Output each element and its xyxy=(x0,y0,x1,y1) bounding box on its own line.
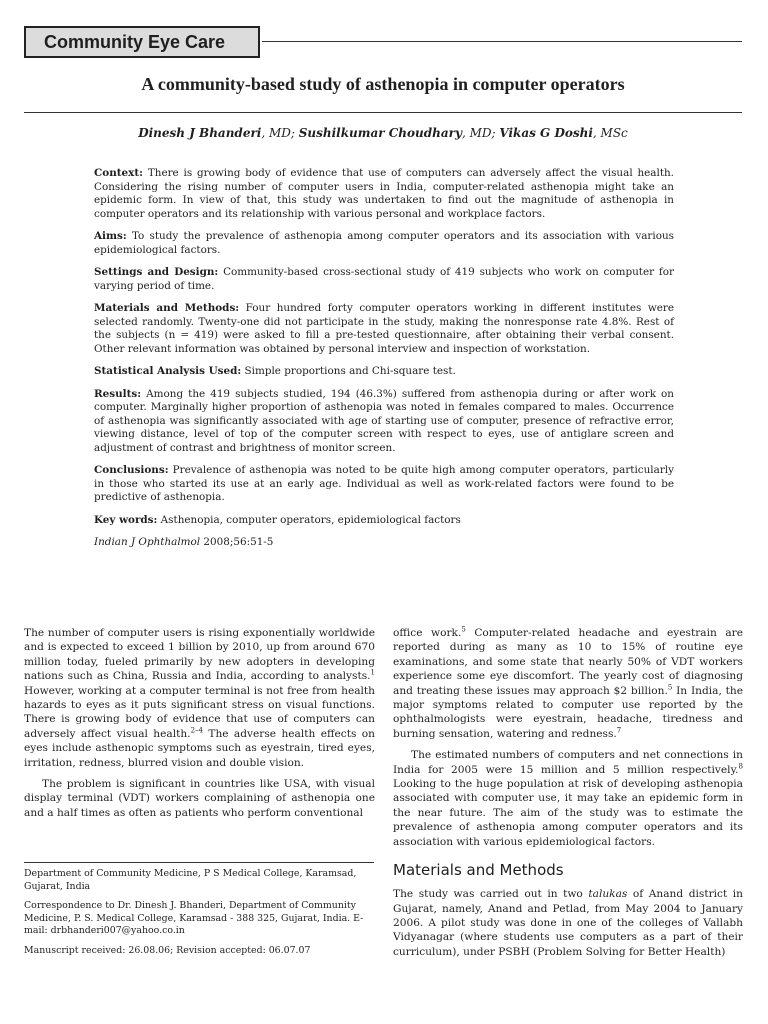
abstract-methods xyxy=(94,302,674,356)
manuscript-dates: Manuscript received: 26.08.06; Revision accepted: 06.07.07 xyxy=(24,944,311,956)
body-paragraph xyxy=(393,626,743,741)
author-list xyxy=(24,124,742,142)
body-text: However, working at a computer terminal is not free from health hazards to eyes as it puts significant stress on visual functions. There is growing body of evidence that use of computers can adversely affect visual health. xyxy=(24,684,375,740)
body-text: In India, the major symptoms related to computer use reported by the ophthalmologists were eyestrain, headache, tiredness and burning sensation, watering and redness. xyxy=(393,684,743,740)
body-paragraph xyxy=(393,748,743,849)
body-text: Computer-related headache and eyestrain are reported during as many as 10 to 15% of routine eye examinations, and some state that nearly 50% of VDT workers experience some eye discomfort. The yearly cost of diagnosing and treating these issues may approach $2 billion. xyxy=(393,627,743,697)
reference-marker: 5 xyxy=(667,683,673,692)
footnote-rule xyxy=(24,862,374,863)
abstract-heading: Conclusions: xyxy=(94,464,169,476)
abstract-heading: Key words: xyxy=(94,513,158,526)
body-paragraph xyxy=(24,626,375,770)
abstract-settings xyxy=(94,266,674,293)
abstract-heading: Context: xyxy=(94,167,143,179)
section-label: Community Eye Care xyxy=(24,26,260,58)
header-rule xyxy=(262,41,742,42)
citation xyxy=(94,536,674,550)
article-title: A community-based study of asthenopia in computer operators xyxy=(141,74,625,94)
abstract-text: Community-based cross-sectional study of 419 subjects who work on computer for varying period of time. xyxy=(94,266,674,292)
author-degree: , MD; xyxy=(261,126,299,140)
body-text: The adverse health effects on eyes include asthenopic symptoms such as eyestrain, tired eyes, irritation, redness, blurred vision and double vision. xyxy=(24,727,375,769)
body-paragraph: The problem is significant in countries like USA, with visual display terminal (VDT) workers complaining of asthenopia one and a half times as often as patients who perform conventional xyxy=(24,778,375,819)
abstract-statistics xyxy=(94,365,674,379)
reference-marker: 2–4 xyxy=(190,726,203,735)
section-heading: Materials and Methods xyxy=(393,861,564,880)
reference-marker: 8 xyxy=(738,762,743,771)
author-name: Dinesh J Bhanderi xyxy=(138,126,262,140)
reference-marker: 5 xyxy=(461,625,466,634)
citation-journal: Indian J Ophthalmol xyxy=(94,536,201,548)
abstract-text: Prevalence of asthenopia was noted to be quite high among computer operators, particularly in those who started its use at an early age. Individual as well as work-related factors were found to be predictive of asthenopia. xyxy=(94,464,674,503)
reference-marker: 7 xyxy=(616,726,622,735)
body-text: of Anand district in Gujarat, namely, Anand and Petlad, from May 2004 to January 2006. A pilot study was done in one of the colleges of Vallabh Vidyanagar (where students use computers as a part of their curriculum), under PSBH (Problem Solving for Better Health) xyxy=(393,888,743,958)
abstract-results xyxy=(94,388,674,456)
footnotes xyxy=(24,868,375,965)
title-rule xyxy=(24,112,742,113)
body-text: Looking to the huge population at risk of developing asthenopia associated with computer use, it may take an epidemic form in the near future. The aim of the study was to estimate the prevalence of asthenopia among computer operators and its association with various epidemiological factors. xyxy=(393,778,743,848)
abstract-heading: Results: xyxy=(94,387,142,400)
abstract-heading: Materials and Methods: xyxy=(94,302,240,314)
body-text: The number of computer users is rising exponentially worldwide and is expected to exceed 1 billion by 2010, up from around 670 million today, fueled primarily by new adopters in developing nations such as China, Russia and India, according to analysts. xyxy=(24,627,375,683)
citation-volume: 2008;56:51-5 xyxy=(200,536,274,548)
author-degree: , MSc xyxy=(592,126,628,140)
abstract-text: Simple proportions and Chi-square test. xyxy=(241,365,456,377)
abstract-text: Four hundred forty computer operators working in different institutes were selected randomly. Twenty-one did not participate in the study, making the nonresponse rate 4.8%. Rest of the subjects (n = 419) were asked to fill a pre-tested questionnaire, after obtaining their verbal consent. Other relevant information was obtained by personal interview and inspection of workstation. xyxy=(94,302,674,355)
body-text: office work. xyxy=(393,627,462,639)
body-column-right xyxy=(393,626,743,959)
author-degree: , MD; xyxy=(461,126,500,140)
abstract-keywords xyxy=(94,514,674,528)
body-text: The study was carried out in two xyxy=(393,888,589,901)
body-italic: talukas xyxy=(588,888,628,901)
body-text: The estimated numbers of computers and net connections in India for 2005 were 15 million and 5 million respectively. xyxy=(393,749,743,776)
abstract-text: There is growing body of evidence that use of computers can adversely affect the visual health. Considering the rising number of computer users in India, computer-related asthenopia might take an epidemic form. In view of that, this study was undertaken to find out the magnitude of asthenopia in computer operators and its relationship with various personal and workplace factors. xyxy=(94,167,674,220)
abstract-heading: Aims: xyxy=(94,230,127,242)
reference-marker: 1 xyxy=(370,668,375,677)
abstract-context xyxy=(94,167,674,221)
correspondence-note: Correspondence to Dr. Dinesh J. Bhanderi, Department of Community Medicine, P. S. Medical College, Karamsad - 388 325, Gujarat, India. E-mail: drbhanderi007@yahoo.co.in xyxy=(24,900,364,937)
abstract-conclusions xyxy=(94,464,674,505)
author-name: Vikas G Doshi xyxy=(499,126,593,140)
author-name: Sushilkumar Choudhary xyxy=(298,126,462,140)
body-column-left xyxy=(24,626,375,820)
body-paragraph xyxy=(393,887,743,959)
affiliation-note: Department of Community Medicine, P S Medical College, Karamsad, Gujarat, India xyxy=(24,868,357,892)
abstract-heading: Statistical Analysis Used: xyxy=(94,365,242,377)
abstract-text: To study the prevalence of asthenopia among computer operators and its association with various epidemiological factors. xyxy=(94,230,674,256)
abstract-text: Asthenopia, computer operators, epidemiological factors xyxy=(157,513,461,526)
abstract-aims xyxy=(94,230,674,257)
abstract xyxy=(94,167,674,550)
abstract-text: Among the 419 subjects studied, 194 (46.3%) suffered from asthenopia during or after work on computer. Marginally higher proportion of asthenopia was noted in females compared to males. Occurrence of asthenopia was significantly associated with age of starting use of computer, presence of refractive error, viewing distance, level of top of the computer screen with respect to eyes, use of antiglare screen and adjustment of contrast and brightness of monitor screen. xyxy=(94,387,674,454)
abstract-heading: Settings and Design: xyxy=(94,266,219,278)
